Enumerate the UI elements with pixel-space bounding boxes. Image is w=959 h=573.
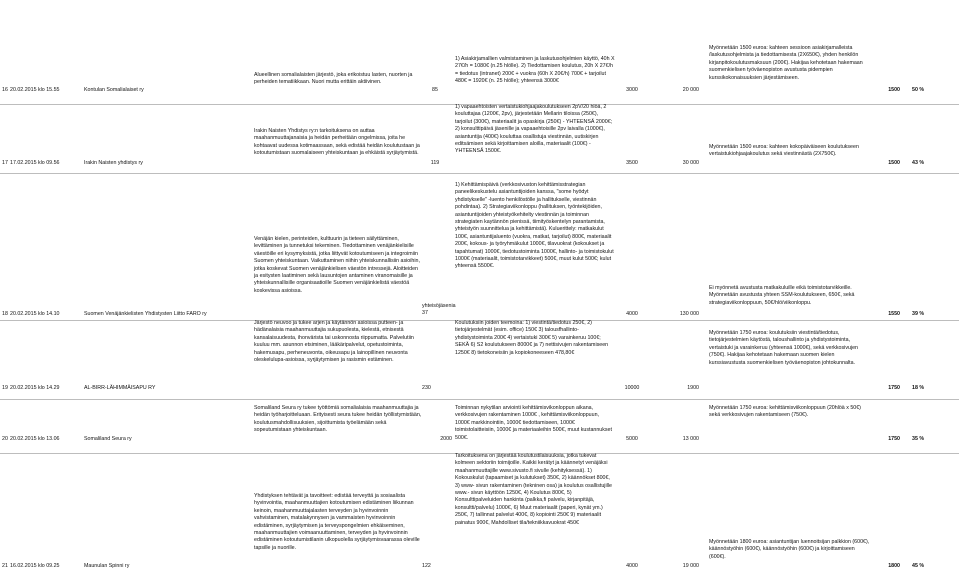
organization-purpose: Somaliland Seura ry tukee työttömiä somalialaisia maahanmuuttajia ja heidän työharjoitteluaan. Erityisesti seura tukee heidän työllistymistään, koulutusmahdollisuuksien, sijoittumista työelämään sekä sopeutumistaan yhteiskuntaan.	[254, 405, 422, 434]
granted-percent: 35 %	[912, 436, 925, 442]
granted-percent: 18 %	[912, 385, 925, 391]
submitted-date: 20.02.2015 klo 13.06	[10, 436, 60, 442]
decision-text: Myönnetään 1800 euroa: asiantuntijan luennoitsijan palkkion (600€), käännöstyöhin (600€), käännöstyöhin (600€) ja kirjoittamiseen (600€).	[709, 539, 870, 560]
organization-name: AL-BIRR-LÄHIMMÄISAPU RY	[84, 385, 156, 391]
budget-description: Tarkoituksena on järjestää koulutustilaisuuksia, jotka tukevat kolmeen sektoriin toimijoille. Kaikki kerätyt ja käännetyt venäjäksi maahanmuuttajille www.sivusto.fi sivulle (kehityksessä). 1) Kokouskulut (tapaamiset ja kulutukset) 350€, 2) käännökset 800€, 3) www- sivun rakentaminen (tekninen osa) ja koulutus osallistujille www.- sivun käyttöön 1250€, 4) Koulutus 800€, 5) Konsulttipalveluiden hankinta (palkka,fi palvelu, kirjanpitäjä, konsultti/palvelu) 1000€, 6) Muut materiaalit (paperi, kynät ym.) 250€, 7) tallinnat palvelut 400€, 8) kopiointi 250€ 9) materiaalit painatus 900€, Mahdolliset tila/tekniikkavuokrat 450€	[455, 453, 612, 526]
budget-description: 1) Kehittämispäivä (verkkosivuston kehittämisstrategian paneelikeskustelu asiantuntijoiden kanssa, "some hyödyt yhdistykselle" -luento henkilöstölle ja hallitukselle, viestinnän pohdintaa). 2) Strategiaviikonloppu (hallituksen, työntekijöiden, asiantuntijoiden yhteistyökehitelty viestinnän ja toiminnan strategiaten kaytännön pienissä, tiimityöskentelyn parantamista, yhteistyön suunnittelua ja kehittämistä). Kuluerittely: matkakulut 100€, asiantuntijaluento (vuokra, matkat, tarjoilut) 800€, materiaalit 200€, kokous- ja työryhmäkulut 1000€, tilavuokrat (kokoukset ja tapahtumat) 1000€, tiedotustoiminta 1000€, hallinto- ja toimistokulut 1000€ (materiaalit, toimistotarvikkeet) 500€, muut kulut 500€; kulut yhteensä 5500€.	[455, 182, 614, 270]
organization-purpose: Yhdistyksen tehtävät ja tavoitteet: edistää terveyttä ja sosiaalista hyvinvointia, maahanmuuttajien kotoutumisen edistäminen liikunnan keinoin, maahanmuuttajalasten terveyden ja hyvinvoinnin vahvistaminen, matalakynnysen ja vammaisten hyvinvoinnin edistäminen, syrjäytymisen ja terveyspongelmien ehkäiseminen, maahanmuuttajien voimaanuuttaminen, terveyden ja hyvinvoinnin edistäminen kotoutumistilanin ulkopuolella syrjäytymisvaarassa oleville tapsille ja nuorille.	[254, 493, 420, 551]
granted-percent: 43 %	[912, 160, 925, 166]
decision-text: Myönnetään 1750 euroa: kehittämisviikonloppuun (20hlöä x 50€) sekä verkkosivujen rakentamiseen (750€).	[709, 405, 861, 419]
applied-amount: 13 000	[682, 436, 699, 442]
applied-amount: 19 000	[682, 563, 699, 569]
submitted-date: 16.02.2015 klo 09.25	[10, 563, 60, 569]
submitted-date: 20.02.2015 klo 14.10	[10, 311, 60, 317]
applied-amount: 30 000	[682, 160, 699, 166]
organization-name: Suomen Venäjänkielisten Yhdistysten Liitto FARO ry	[84, 311, 207, 317]
budget-description: Koulutuksiin joiden teemoina: 1) viestintä/tiedotus 250€, 2) tietojärjestelmät (esim. office) 150€ 3) talousfhallinto-yhdistystoiminta 200€ 4) vertaistuki 300€ 5) varainkeruu 100€; SEKÄ 6) S2 koulutukseen 8000€ ja 7) nettisivujen rakentamiseen 1250€ 8) tietokoneisiin ja kopiokoneeseen 478,80€	[455, 320, 609, 356]
budget-sum: 4000	[626, 311, 638, 317]
decision-text: Ei myönnetä avustusta matkakuluille eikä toimistotarvikkeille. Myönnetään avustusta yhteen SSM-koulutukseen, 650€, sekä strategiaviikonloppuun, 50€/hlö/viikonloppu.	[709, 285, 855, 306]
budget-description: 1) Asiakirjamallien valmistaminen ja laskutusohjelmien käyttö, 40h X 27€/h = 1080€ (n.25 hlölle). 2) Tiedottamisen koulutus, 20h X 27€/h = tiedotus (intranet) 200€ + vuokra (60h X 20€/h) 700€ + tarjoilut 480€ = 1920€ (n. 25 hlölle); yhteensä 3000€	[455, 56, 615, 85]
table-row	[0, 173, 959, 323]
table-row	[0, 320, 959, 395]
table-row	[0, 453, 959, 573]
table-row	[0, 104, 959, 184]
granted-amount: 1750	[888, 436, 900, 442]
granted-amount: 1500	[888, 87, 900, 93]
row-number: 17	[2, 160, 8, 166]
member-count: 2000	[440, 436, 452, 442]
row-number: 18	[2, 311, 8, 317]
member-count: 119	[430, 160, 440, 166]
budget-sum: 3500	[626, 160, 638, 166]
budget-description: Toiminnan nykytilan arviointi kehittämisvikonloppun aikana, verkkosivujen rakentaminen 1000€ , kehittämisviikonloppuun, 1000€ markkinointiin, 1000€ tiedottamiseen, 1000€ toimistolaitteisiin, 1000€ ja materiaaleihin 500€, muut kustannukset 500€.	[455, 405, 612, 441]
row-number: 20	[2, 436, 8, 442]
granted-amount: 1800	[888, 563, 900, 569]
granted-amount: 1750	[888, 385, 900, 391]
member-count: 85	[432, 87, 438, 93]
granted-percent: 50 %	[912, 87, 925, 93]
granted-percent: 45 %	[912, 563, 925, 569]
budget-sum: 10000	[624, 385, 640, 391]
row-number: 19	[2, 385, 8, 391]
organization-name: Maunulan Spinni ry	[84, 563, 130, 569]
submitted-date: 20.02.2015 klo 15.55	[10, 87, 60, 93]
granted-amount: 1500	[888, 160, 900, 166]
applied-amount: 1900	[687, 385, 699, 391]
decision-text: Myönnetään 1500 euroa: kahteen sessioon asiakirjamalleista /laskutusohjelmista ja tiedottamisesta (2X650€), yhden henkilön kirjanpitokoulutusmaksuun (200€). Hakijaa kehotetaan hakemaan suomenkielisen työväenopiston avustusta pidempien kurssikokonaisuuksien järjestämiseen.	[709, 45, 863, 81]
budget-sum: 3000	[626, 87, 638, 93]
row-number: 21	[2, 563, 8, 569]
decision-text: Myönnetään 1750 euroa: koulutuksiin viestintä/tiedotus, tietojärjestelmien käytöstä, taloushallinto ja yhdistystoiminta, vertaistuki ja varainkeruu (yhteensä 1000€), sekä verkkosivujen (750€). Hakijaa kehotetaan hakemaan suomen kielen kurssiavustusta suomenkielisen työväenopiston johtokunnalta.	[709, 330, 858, 366]
organization-name: Irakin Naisten yhdistys ry	[84, 160, 143, 166]
budget-sum: 4000	[626, 563, 638, 569]
budget-sum: 5000	[626, 436, 638, 442]
budget-description: 1) vapaaehtoisten vertaistukiohjaajakoulutukseen 2pV/20 hlöä, 2 kouluttajaa (1200€, 2pv), järjestetään Mellarin tiloissa (250€), tarjoilut (300€), materiaalit ja opaskirja (250€) - YHTEENSÄ 2000€; 2) konsulttipäivä jäsenille ja vapaaehtoisille 2pv laivalla (1000€), asiantuntija (400€) kouluttaa osallistuja viestinnän, uutiskirjen editsämisen sekä kirjoittamisen aloilla, materiaalit (100€) - YHTEENSÄ 1500€.	[455, 104, 613, 155]
organization-name: Kontulan Somalialaiset ry	[84, 87, 144, 93]
member-count: yhteisöjäsenia 37	[422, 303, 456, 317]
table-row	[0, 399, 959, 447]
organization-purpose: Alueellinen somalialaisten järjestö, joka erikoistuu lasten, nuorten ja perheiden tematiikkaan. Nuori mutta erittäin aktiivinen.	[254, 72, 413, 86]
member-count: 122	[422, 563, 431, 569]
decision-text: Myönnetään 1500 euroa: kahteen kokopäiväiseen koulutukseen vertaistukiohjaajakoulutus sekä viestinnästä (2X750€).	[709, 144, 859, 158]
organization-purpose: Irakin Naisten Yhdistys ry:n tarkoituksena on auttaa maahanmuuttajanaisia ja heidän perheitään ongelmissa, joita he kohtaavat uudessa kotimaassaan, sekä edistää heidän koulutustaan ja kotoutumistaan suomalaiseen yhteiskuntaan ja ehkäistä syrjäytymistä.	[254, 128, 420, 157]
submitted-date: 17.02.2015 klo 09.56	[10, 160, 60, 166]
organization-purpose: Venäjän kielen, perinteiden, kulttuurin ja tieteen säilyttäminen, levittäminen ja tunnetuksi tekeminen. Tiedottaminen venäjänkielisille väestöille eri kysymyksistä, jotka liittyvät kotoutumiseen ja integroimiin Suomen yhteiskuntaan. Vaikuttaminen niihin yhteiskunnallisiin asioihin, jotka koskevat Suomen venäjänkielisen väestön intressejä. Aloitteiden ja esitysten laatiminen sekä lausuntojen antaminen viranomaisille ja yhteiskunnallisille organisaatioille Suomen venäjänkielistä väestöä koskevissa asioissa.	[254, 236, 420, 294]
granted-percent: 39 %	[912, 311, 925, 317]
granted-amount: 1550	[888, 311, 900, 317]
organization-name: Somaliland Seura ry	[84, 436, 132, 442]
applied-amount: 20 000	[682, 87, 699, 93]
member-count: 230	[422, 385, 431, 391]
submitted-date: 20.02.2015 klo 14.29	[10, 385, 60, 391]
row-number: 16	[2, 87, 8, 93]
table-row	[0, 40, 959, 100]
applied-amount: 130 000	[679, 311, 699, 317]
organization-purpose: Järjestö neuvoo ja tukee arjen ja käytännön asioissa putteen- ja hädänalaisia maahanmuuttajia sukupuolesta, kielestä, etnisestä kansalaisuudesta, ihonvärista tai uskonnosta riippumatta. Palvelutiin kuuluu mm. asunnon etsiminen, lääkäripalvelut, opetustoiminta, hakemusapu, perheneuvonta, oikeusapu ja lainopillinen neuvonta oleskelulupa-asioissa, syrjäytymisen ja rasismin estäminen.	[254, 320, 414, 364]
